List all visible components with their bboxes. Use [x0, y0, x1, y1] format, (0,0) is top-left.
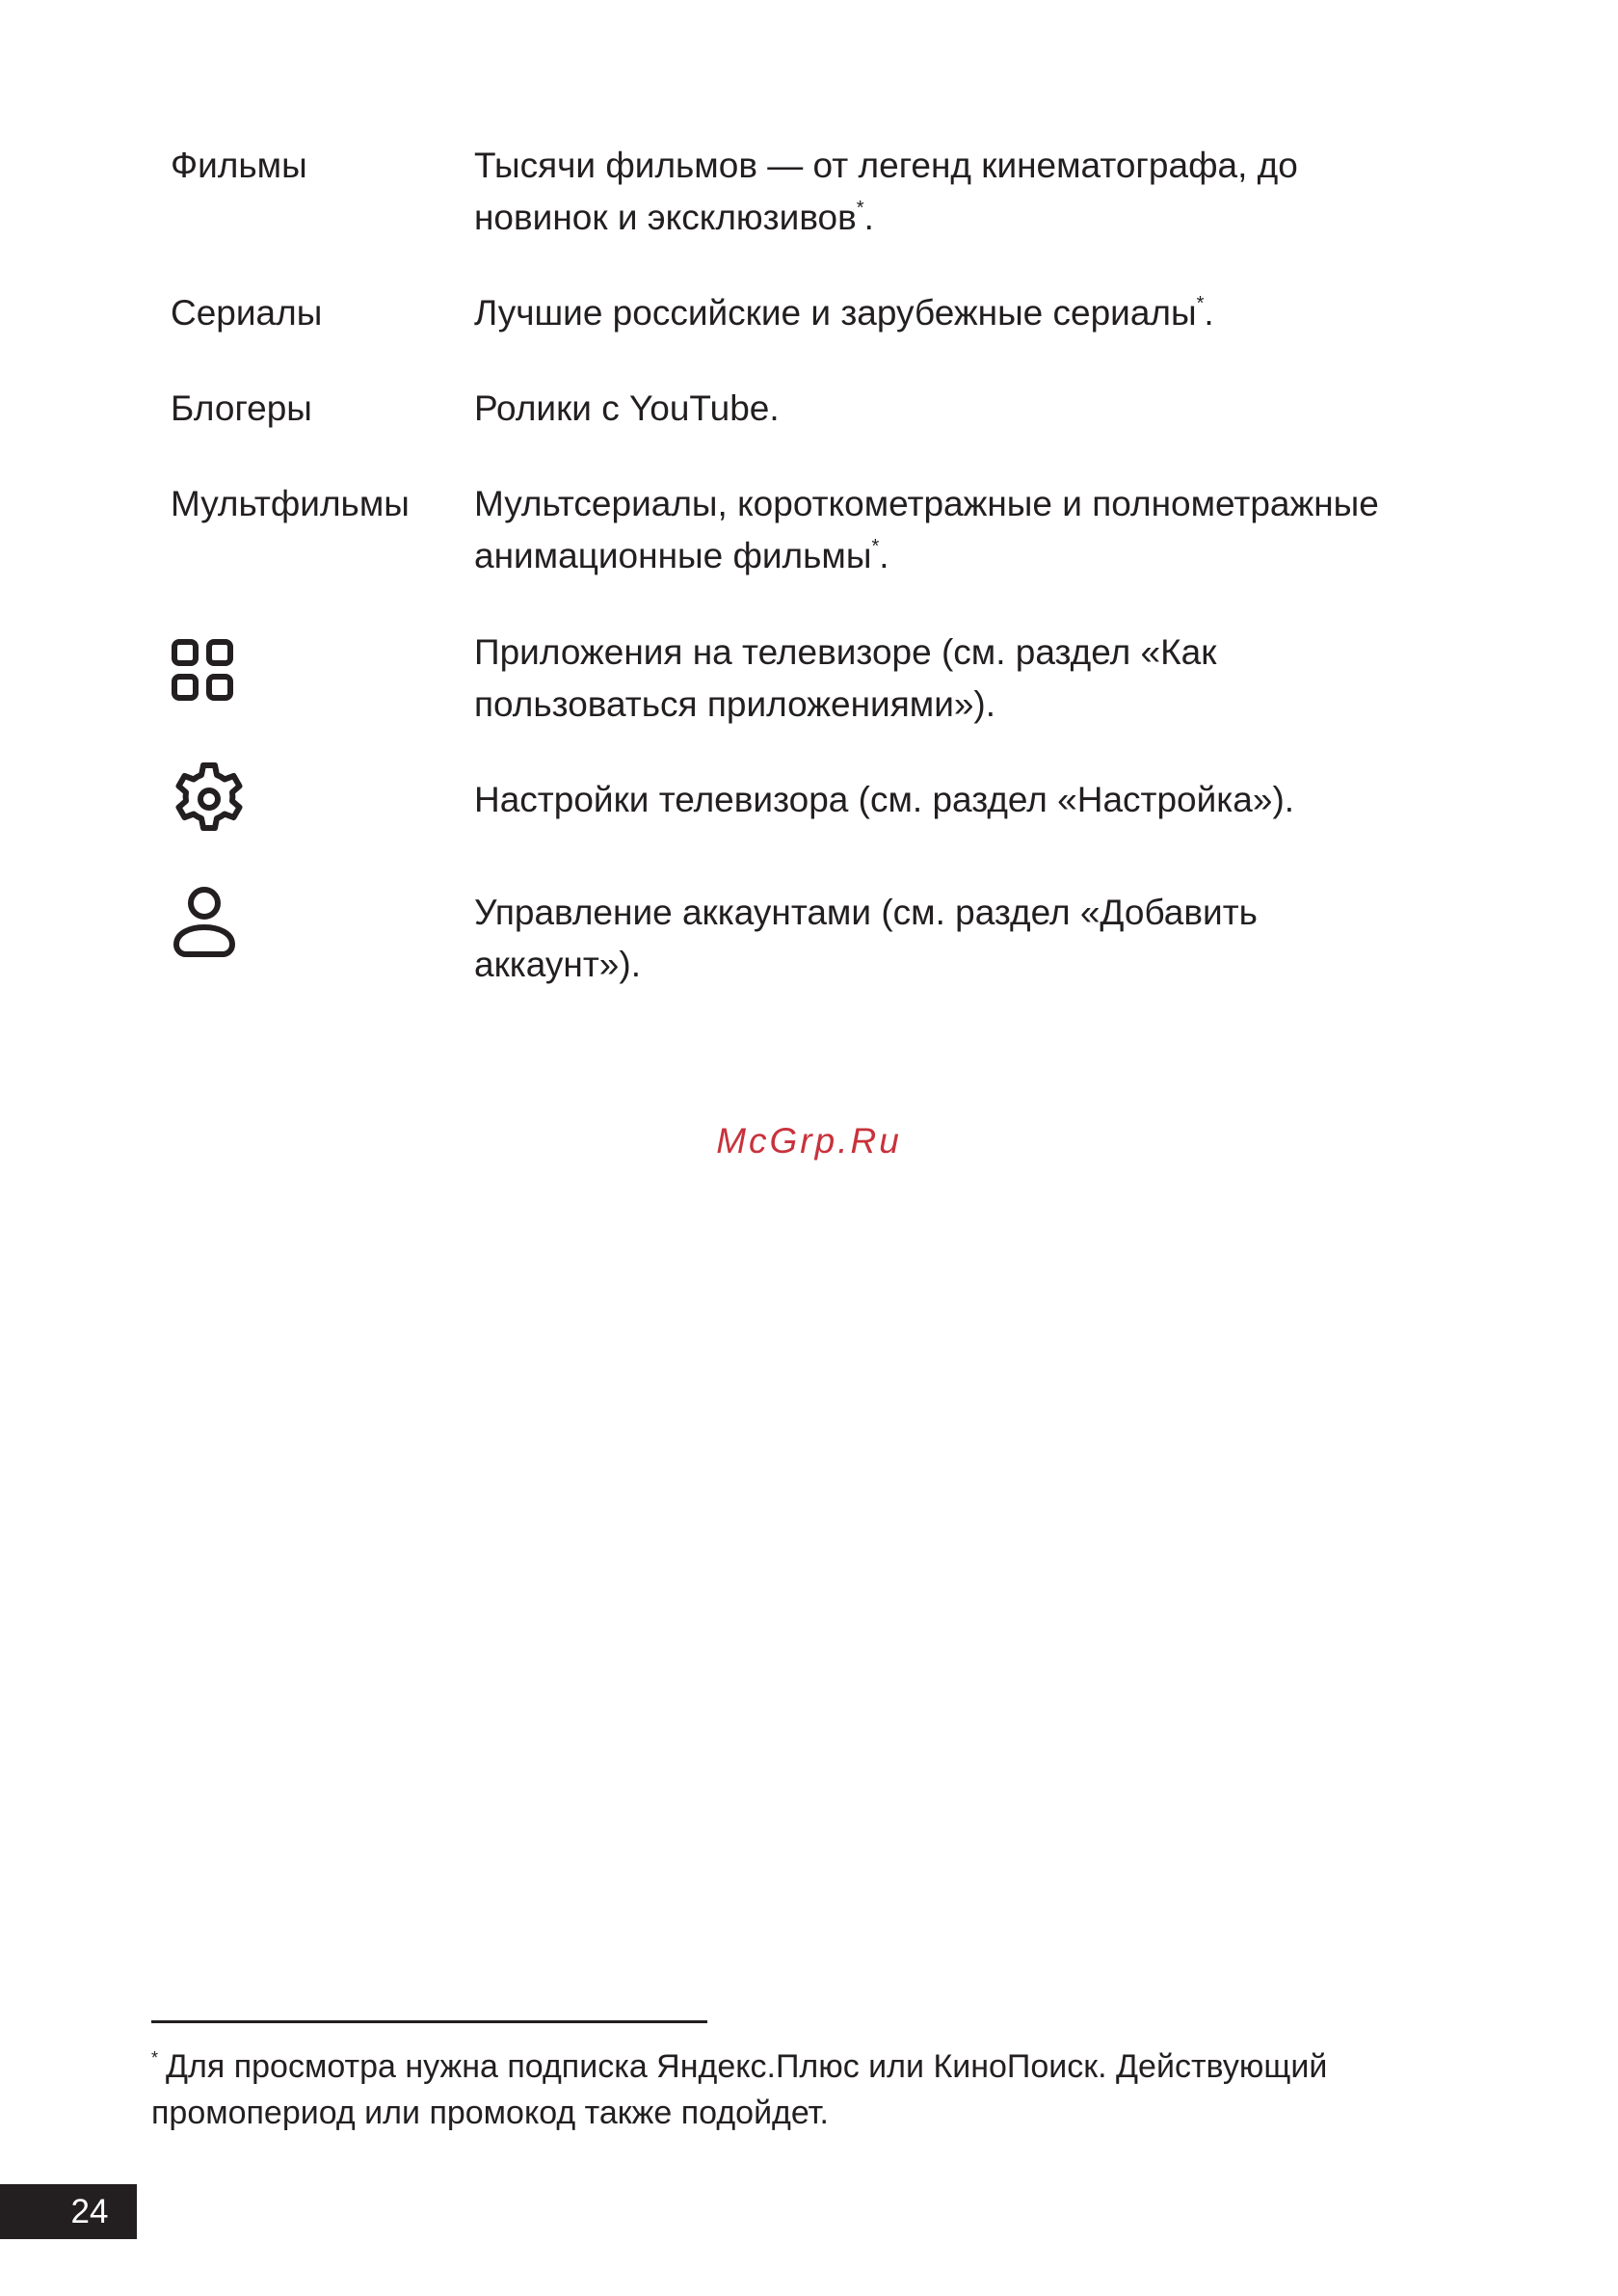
desc-films: Тысячи фильмов — от легенд кинематографа, до новинок и эксклюзивов*.: [474, 146, 1298, 237]
desc-bloggers: Ролики с YouTube.: [474, 388, 780, 428]
footnote-mark: *: [856, 198, 864, 219]
feature-row-settings: [171, 774, 1423, 826]
term-series: Сериалы: [171, 293, 323, 333]
feature-row-cartoons: [171, 478, 1423, 582]
feature-row-series: [171, 287, 1423, 339]
desc-apps: Приложения на телевизоре (см. раздел «Как пользоваться приложениями»).: [474, 632, 1217, 724]
term-cartoons: Мультфильмы: [171, 484, 410, 523]
feature-row-bloggers: [171, 383, 1423, 435]
feature-row-accounts: [171, 887, 1423, 991]
term-bloggers: Блогеры: [171, 388, 312, 428]
gear-icon: [171, 774, 474, 826]
term-films: Фильмы: [171, 146, 307, 185]
footnote-mark: *: [1196, 293, 1205, 314]
footnote-divider: [151, 2020, 707, 2023]
watermark: McGrp.Ru: [716, 1121, 902, 1161]
desc-settings: Настройки телевизора (см. раздел «Настройка»).: [474, 780, 1295, 819]
apps-grid-icon: [171, 627, 474, 679]
desc-accounts: Управление аккаунтами (см. раздел «Добавить аккаунт»).: [474, 893, 1258, 984]
page-number-badge: [0, 2184, 137, 2239]
footnote-text: Для просмотра нужна подписка Яндекс.Плюс или КиноПоиск. Действующий промопериод или промокод также подойдет.: [151, 2048, 1328, 2131]
footnote: [151, 2043, 1481, 2136]
footnote-mark: *: [151, 2048, 159, 2068]
desc-cartoons: Мультсериалы, короткометражные и полнометражные анимационные фильмы*.: [474, 484, 1379, 575]
desc-series: Лучшие российские и зарубежные сериалы*.: [474, 293, 1214, 333]
user-icon: [171, 887, 474, 939]
footnote-mark: *: [871, 536, 880, 557]
feature-row-films: [171, 140, 1423, 244]
page-number: 24: [70, 2192, 109, 2230]
feature-row-apps: [171, 627, 1423, 731]
